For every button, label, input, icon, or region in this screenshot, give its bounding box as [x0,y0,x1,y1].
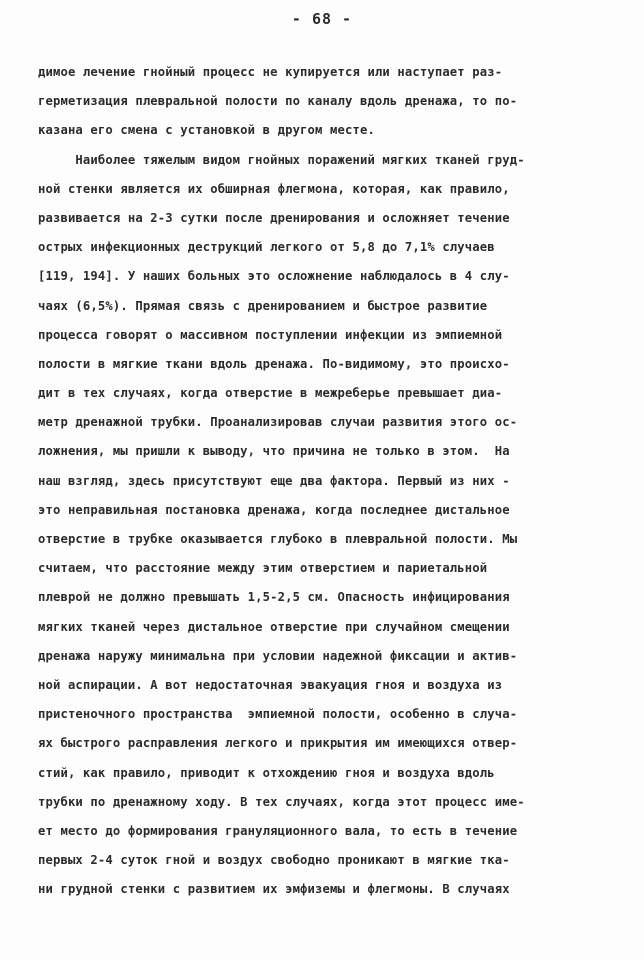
text-line: трубки по дренажному ходу. В тех случаях, когда этот процесс име- [38,794,525,809]
text-line: дренажа наружу минимальна при условии надежной фиксации и актив- [38,648,518,663]
text-line: развивается на 2-3 сутки после дренирования и осложняет течение [38,210,510,225]
text-line: Наиболее тяжелым видом гнойных поражений мягких тканей груд- [38,152,525,167]
page-number: - 68 - [291,10,353,28]
text-line: стий, как правило, приводит к отхождению гноя и воздуха вдоль [38,765,495,780]
text-line: процесса говорят о массивном поступлении инфекции из эмпиемной [38,327,503,342]
text-line: чаях (6,5%). Прямая связь с дренированием и быстрое развитие [38,298,488,313]
text-line: ет место до формирования грануляционного вала, то есть в течение [38,823,518,838]
text-line: полости в мягкие ткани вдоль дренажа. По-видимому, это происхо- [38,356,510,371]
text-line: ной стенки является их обширная флегмона, которая, как правило, [38,181,510,196]
text-line: наш взгляд, здесь присутствуют еще два фактора. Первый из них - [38,473,510,488]
text-line: плеврой не должно превышать 1,5-2,5 см. Опасность инфицирования [38,590,510,605]
text-line: ной аспирации. А вот недостаточная эвакуация гноя и воздуха из [38,677,503,692]
text-line: ях быстрого расправления легкого и прикрытия им имеющихся отвер- [38,736,518,751]
text-line: казана его смена с установкой в другом месте. [38,123,375,138]
text-line: отверстие в трубке оказывается глубоко в плевральной полости. Мы [38,532,518,546]
body-text [38,58,610,904]
text-line: острых инфекционных деструкций легкого от 5,8 до 7,1% случаев [38,240,495,255]
text-line: димое лечение гнойный процесс не купируется или наступает раз- [38,65,503,79]
text-line: первых 2-4 суток гной и воздух свободно проникают в мягкие тка- [38,853,510,868]
text-line: ложнения, мы пришли к выводу, что причина не только в этом. На [38,444,510,459]
text-line: дит в тех случаях, когда отверстие в межреберье превышает диа- [38,386,503,401]
text-line: ни грудной стенки с развитием их эмфиземы и флегмоны. В случаях [38,882,510,897]
text-line: считаем, что расстояние между этим отверстием и париетальной [38,561,488,576]
text-line: [119, 194]. У наших больных это осложнение наблюдалось в 4 слу- [38,269,510,284]
text-line: мягких тканей через дистальное отверстие при случайном смещении [38,619,510,634]
text-line: пристеночного пространства эмпиемной полости, особенно в случа- [38,707,518,722]
text-line: герметизация плевральной полости по каналу вдоль дренажа, то по- [38,94,518,109]
text-line: метр дренажной трубки. Проанализировав случаи развития этого ос- [38,415,518,430]
text-line: это неправильная постановка дренажа, когда последнее дистальное [38,502,510,517]
